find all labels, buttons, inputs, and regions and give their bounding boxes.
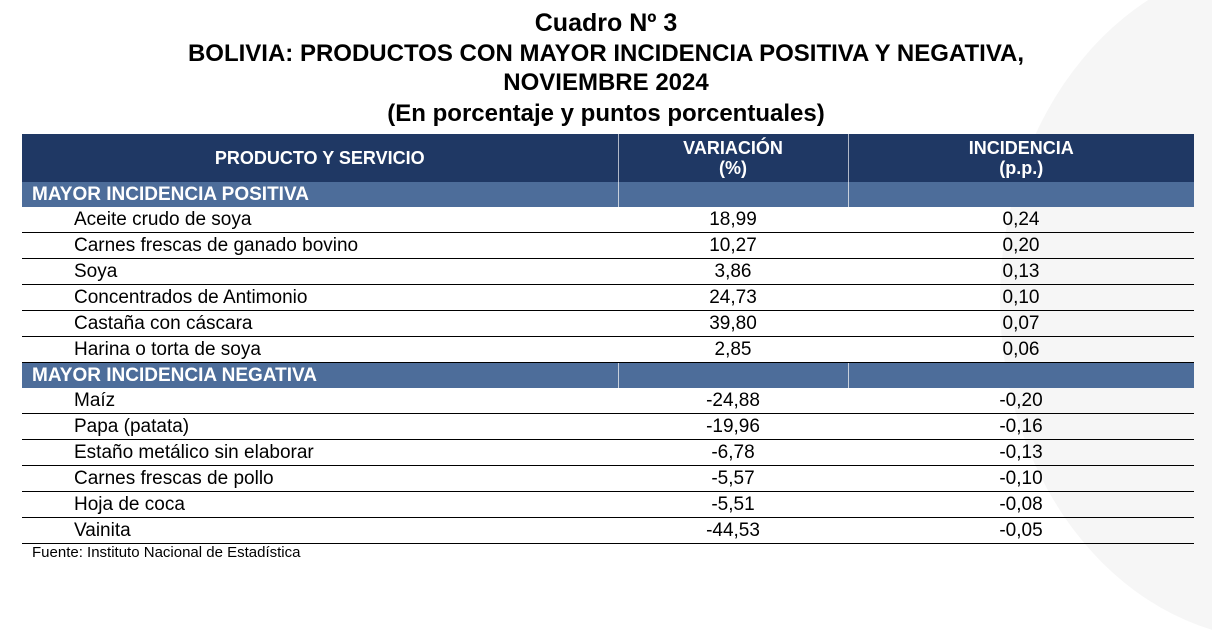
product-cell: Castaña con cáscara [22, 311, 618, 337]
incidence-cell: 0,10 [848, 285, 1194, 311]
table-row [22, 311, 1194, 337]
table-row [22, 414, 1194, 440]
variation-cell: -24,88 [618, 388, 848, 414]
incidence-cell: 0,20 [848, 233, 1194, 259]
variation-cell: -44,53 [618, 518, 848, 544]
incidence-cell: -0,16 [848, 414, 1194, 440]
table-row [22, 207, 1194, 233]
section-label: MAYOR INCIDENCIA NEGATIVA [22, 363, 618, 389]
variation-cell: -6,78 [618, 440, 848, 466]
negative-section-row [22, 363, 1194, 389]
product-cell: Hoja de coca [22, 492, 618, 518]
incidence-cell: 0,24 [848, 207, 1194, 233]
table-row [22, 440, 1194, 466]
variation-cell: -19,96 [618, 414, 848, 440]
incidence-cell: -0,05 [848, 518, 1194, 544]
title-line-3: NOVIEMBRE 2024 [503, 69, 709, 96]
variation-cell: 18,99 [618, 207, 848, 233]
variation-cell: 24,73 [618, 285, 848, 311]
incidence-cell: -0,08 [848, 492, 1194, 518]
section-spacer [618, 363, 848, 389]
incidence-cell: 0,13 [848, 259, 1194, 285]
variation-cell: 39,80 [618, 311, 848, 337]
table-row [22, 259, 1194, 285]
product-cell: Papa (patata) [22, 414, 618, 440]
product-cell: Carnes frescas de ganado bovino [22, 233, 618, 259]
product-cell: Soya [22, 259, 618, 285]
section-spacer [848, 182, 1194, 207]
product-cell: Aceite crudo de soya [22, 207, 618, 233]
table-row [22, 388, 1194, 414]
table-row [22, 466, 1194, 492]
product-cell: Harina o torta de soya [22, 337, 618, 363]
table-title [0, 8, 1212, 128]
table-row [22, 492, 1194, 518]
table-row [22, 337, 1194, 363]
variation-cell: 10,27 [618, 233, 848, 259]
positive-section-row [22, 182, 1194, 207]
title-line-2: BOLIVIA: PRODUCTOS CON MAYOR INCIDENCIA POSITIVA Y NEGATIVA, [187, 40, 1025, 67]
section-label: MAYOR INCIDENCIA POSITIVA [22, 182, 618, 207]
product-cell: Concentrados de Antimonio [22, 285, 618, 311]
table-header-row [22, 134, 1194, 182]
source-note: Fuente: Instituto Nacional de Estadística [32, 544, 301, 561]
table-row [22, 285, 1194, 311]
product-cell: Estaño metálico sin elaborar [22, 440, 618, 466]
incidence-cell: -0,10 [848, 466, 1194, 492]
product-cell: Carnes frescas de pollo [22, 466, 618, 492]
incidence-cell: 0,06 [848, 337, 1194, 363]
product-cell: Maíz [22, 388, 618, 414]
incidence-cell: -0,13 [848, 440, 1194, 466]
header-product: PRODUCTO Y SERVICIO [22, 134, 618, 182]
variation-cell: -5,57 [618, 466, 848, 492]
incidence-cell: 0,07 [848, 311, 1194, 337]
incidence-cell: -0,20 [848, 388, 1194, 414]
table-row [22, 233, 1194, 259]
table-row [22, 518, 1194, 544]
header-variation: VARIACIÓN (%) [618, 134, 848, 182]
variation-cell: -5,51 [618, 492, 848, 518]
header-incidence: INCIDENCIA (p.p.) [848, 134, 1194, 182]
variation-cell: 2,85 [618, 337, 848, 363]
incidence-table [22, 134, 1194, 544]
product-cell: Vainita [22, 518, 618, 544]
section-spacer [618, 182, 848, 207]
title-line-4: (En porcentaje y puntos porcentuales) [387, 100, 825, 127]
variation-cell: 3,86 [618, 259, 848, 285]
title-line-1: Cuadro Nº 3 [534, 9, 678, 37]
section-spacer [848, 363, 1194, 389]
